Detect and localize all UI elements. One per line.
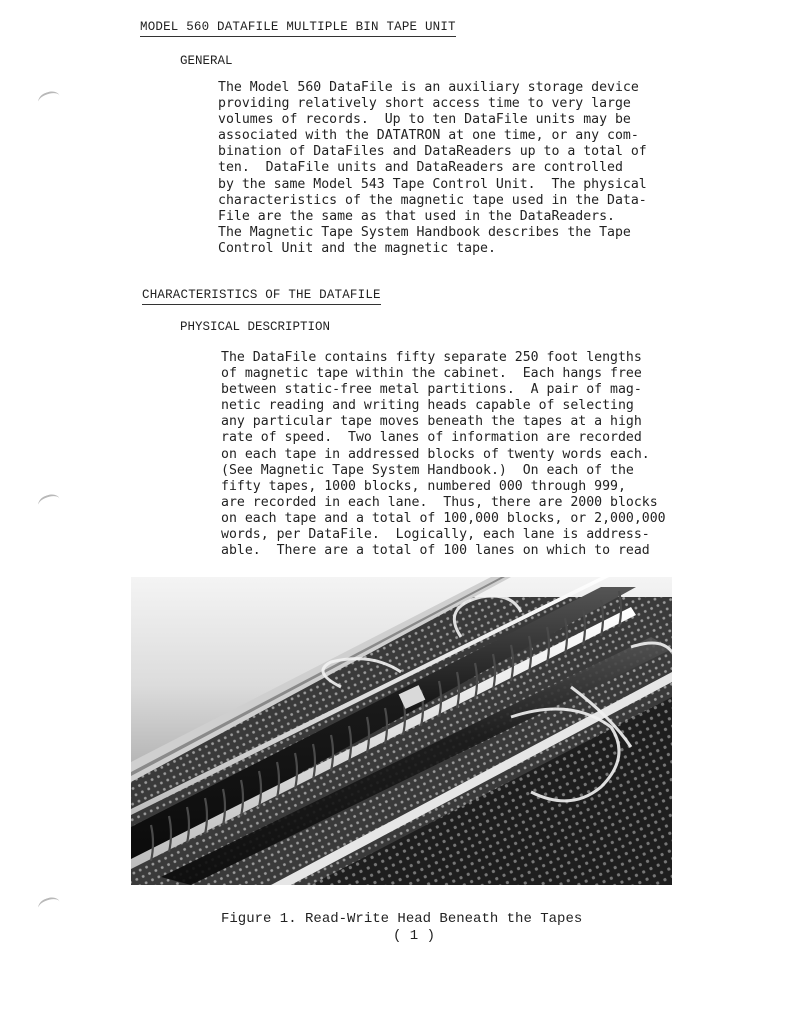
characteristics-heading: CHARACTERISTICS OF THE DATAFILE bbox=[142, 288, 381, 305]
physical-description-paragraph: The DataFile contains fifty separate 250 foot lengths of magnetic tape within the cabinet. Each hangs free between static-free metal partitions. A pair of mag- netic reading and writing heads capable of selecting any particular tape moves beneath the tapes at a high rate of speed. Two lanes of information are recorded on each tape in addressed blocks of twenty words each. (See Magnetic Tape System Handbook.) On each of the fifty tapes, 1000 blocks, numbered 000 through 999, are recorded in each lane. Thus, there are 2000 blocks on each tape and a total of 100,000 blocks, or 2,000,000 words, per DataFile. Logically, each lane is address- able. There are a total of 100 lanes on which to read bbox=[221, 350, 666, 559]
physical-description-heading: PHYSICAL DESCRIPTION bbox=[180, 320, 331, 334]
binder-hole-mark bbox=[36, 492, 61, 512]
general-paragraph: The Model 560 DataFile is an auxiliary storage device providing relatively short access time to very large volumes of records. Up to ten DataFile units may be associated with the DATATRON at one time, or any com- bination of DataFiles and DataReaders up to a total of ten. DataFile units and DataReaders are controlled by the same Model 543 Tape Control Unit. The physical characteristics of the magnetic tape used in the Data- File are the same as that used in the DataReaders. The Magnetic Tape System Handbook describes the Tape Control Unit and the magnetic tape. bbox=[218, 80, 647, 256]
page-number: ( 1 ) bbox=[393, 928, 436, 944]
read-write-head-photo bbox=[131, 577, 672, 885]
binder-hole-mark bbox=[36, 89, 61, 109]
general-heading: GENERAL bbox=[180, 54, 233, 68]
tape-unit-photograph bbox=[131, 577, 672, 885]
document-title: MODEL 560 DATAFILE MULTIPLE BIN TAPE UNIT bbox=[140, 20, 456, 37]
binder-hole-mark bbox=[36, 895, 61, 915]
figure-caption: Figure 1. Read-Write Head Beneath the Tapes bbox=[221, 911, 583, 927]
